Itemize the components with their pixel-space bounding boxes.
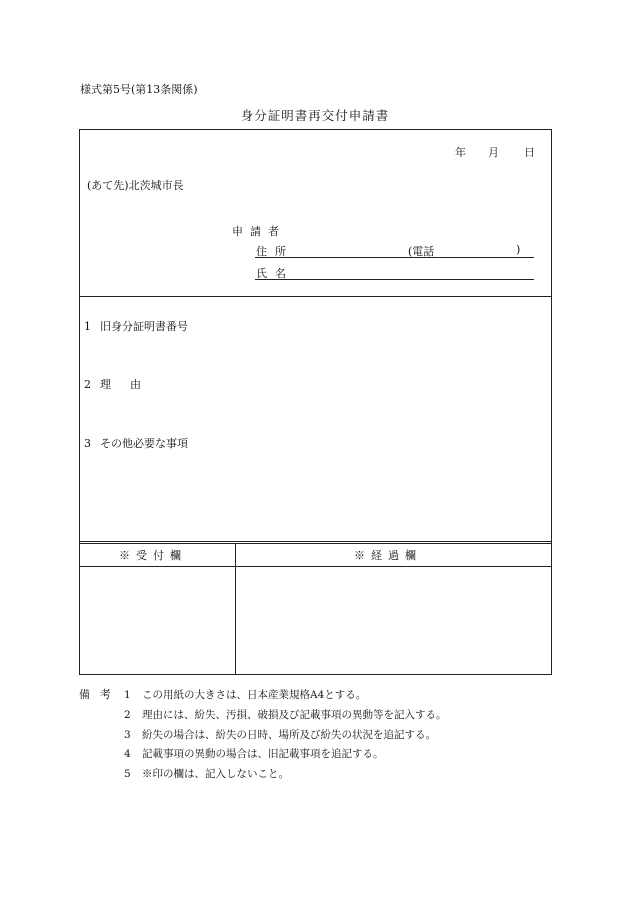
address-label: 住所 — [256, 245, 294, 258]
item-label: その他必要な事項 — [100, 437, 188, 450]
note-text: ※印の欄は、記入しないこと。 — [142, 768, 289, 780]
item-other-matters — [84, 435, 188, 451]
date-year-label: 年 — [455, 146, 466, 159]
reception-column-header: ※受付欄 — [119, 549, 187, 562]
name-label: 氏名 — [256, 267, 294, 280]
phone-close-paren: ) — [516, 243, 521, 256]
form-number: 様式第5号(第13条関係) — [80, 83, 198, 96]
name-input-line[interactable] — [255, 279, 534, 280]
applicant-label: 申請者 — [232, 225, 286, 238]
item-number: 3 — [84, 437, 91, 450]
date-day-label: 日 — [524, 146, 535, 159]
note-item — [124, 727, 436, 742]
note-text: この用紙の大きさは、日本産業規格A4とする。 — [142, 689, 367, 701]
item-reason — [84, 376, 145, 392]
item-old-id-number — [84, 318, 188, 334]
note-number: 3 — [124, 729, 131, 741]
notes-label: 備考 — [79, 688, 121, 701]
note-item — [124, 746, 384, 761]
progress-column-header: ※経過欄 — [354, 549, 422, 562]
section-divider-office-double — [80, 543, 551, 544]
form-title: 身分証明書再交付申請書 — [240, 108, 390, 123]
office-header-divider — [80, 566, 551, 567]
date-month-label: 月 — [488, 146, 499, 159]
note-text: 紛失の場合は、紛失の日時、場所及び紛失の状況を追記する。 — [142, 729, 436, 741]
section-divider-applicant — [80, 296, 551, 297]
note-item — [124, 766, 289, 781]
item-label: 理 由 — [100, 378, 145, 391]
phone-label: (電話 — [408, 245, 435, 258]
item-number: 1 — [84, 320, 91, 333]
addressee: (あて先)北茨城市長 — [87, 179, 184, 192]
note-item — [124, 707, 447, 722]
office-column-divider — [235, 543, 236, 675]
note-number: 2 — [124, 709, 131, 721]
address-input-line[interactable] — [255, 257, 534, 258]
note-item — [124, 687, 366, 702]
item-number: 2 — [84, 378, 91, 391]
item-label: 旧身分証明書番号 — [100, 320, 188, 333]
note-text: 記載事項の異動の場合は、旧記載事項を追記する。 — [142, 748, 384, 760]
note-number: 5 — [124, 768, 131, 780]
note-text: 理由には、紛失、汚損、破損及び記載事項の異動等を記入する。 — [142, 709, 447, 721]
application-form-frame — [79, 129, 552, 675]
note-number: 1 — [124, 689, 131, 701]
section-divider-office-top — [80, 541, 551, 542]
note-number: 4 — [124, 748, 131, 760]
